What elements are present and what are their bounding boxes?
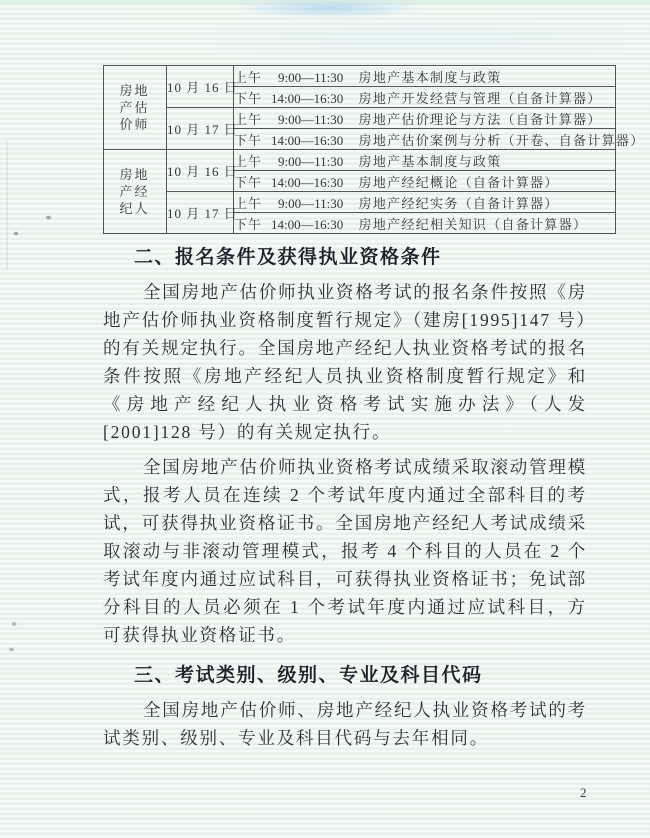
session-cell [234,129,645,150]
paragraph: 全国房地产估价师执业资格考试成绩采取滚动管理模式，报考人员在连续 2 个考试年度内通过全部科目的考试，可获得执业资格证书。全国房地产经纪人考试成绩采取滚动与非滚动管理模式，报考 4 个科目的人员在 2 个考试年度内通过应试科目，可获得执业资格证书；免试部分科目的人员必须在 1 个考试年度内通过应试科目，方可获得执业资格证书。 [103,457,587,645]
table-row [104,192,616,213]
scan-speck [46,216,51,219]
session-subject: 房地产估价理论与方法（自备计算器） [358,111,602,127]
session-subject: 房地产基本制度与政策 [358,153,502,169]
scan-speck [9,648,14,651]
session-time: 14:00—16:30 [271,216,344,232]
scan-streak [6,140,8,270]
paragraph: 全国房地产估价师、房地产经纪人执业资格考试的考试类别、级别、专业及科目代码与去年相同。 [103,700,587,748]
session-time: 9:00—11:30 [278,195,344,211]
category-label: 房地产经纪人 [119,167,150,216]
section-heading-2: 二、报名条件及获得执业资格条件 [134,247,442,268]
page-number: 2 [580,785,587,800]
date-cell: 10 月 16 日 [167,66,234,108]
table-row [104,150,616,171]
session-cell [234,87,616,108]
date-cell: 10 月 16 日 [167,150,234,192]
session-subject: 房地产经纪概论（自备计算器） [358,174,559,190]
session-time: 14:00—16:30 [271,174,344,190]
session-period: 下午 [234,90,263,106]
session-subject: 房地产基本制度与政策 [358,69,502,85]
session-cell [234,192,616,213]
session-subject: 房地产开发经营与管理（自备计算器） [358,90,602,106]
session-time: 9:00—11:30 [278,111,344,127]
section-heading-3: 三、考试类别、级别、专业及科目代码 [134,665,483,686]
category-label: 房地产估价师 [119,83,150,132]
paragraph: 全国房地产估价师执业资格考试的报名条件按照《房地产估价师执业资格制度暂行规定》（建房[1995]147 号）的有关规定执行。全国房地产经纪人执业资格考试的报名条件按照《房地产经纪人员执业资格制度暂行规定》和《房地产经纪人执业资格考试实施办法》（人发[2001]128 号）的有关规定执行。 [103,282,587,442]
scan-speck [12,622,16,626]
session-period: 上午 [234,111,263,127]
session-period: 下午 [234,174,263,190]
session-subject: 房地产经纪相关知识（自备计算器） [358,216,588,232]
session-subject: 房地产经纪实务（自备计算器） [358,195,559,211]
exam-schedule-table [103,65,645,234]
session-cell [234,171,616,192]
category-cell-appraiser [104,66,167,150]
session-period: 上午 [234,195,263,211]
session-time: 14:00—16:30 [271,132,344,148]
date-cell: 10 月 17 日 [167,108,234,150]
session-period: 上午 [234,69,263,85]
session-period: 下午 [234,216,263,232]
table-row [104,108,616,129]
session-cell [234,108,616,129]
session-time: 14:00—16:30 [271,90,344,106]
session-time: 9:00—11:30 [278,153,344,169]
session-period: 上午 [234,153,263,169]
session-cell [234,66,616,87]
session-subject: 房地产估价案例与分析（开卷、自备计算器） [358,132,645,148]
session-cell [234,150,616,171]
date-cell: 10 月 17 日 [167,192,234,234]
category-cell-broker [104,150,167,234]
document-body [103,231,587,752]
table-row [104,66,616,87]
session-time: 9:00—11:30 [278,69,344,85]
scan-speck [14,232,18,235]
session-period: 下午 [234,132,263,148]
